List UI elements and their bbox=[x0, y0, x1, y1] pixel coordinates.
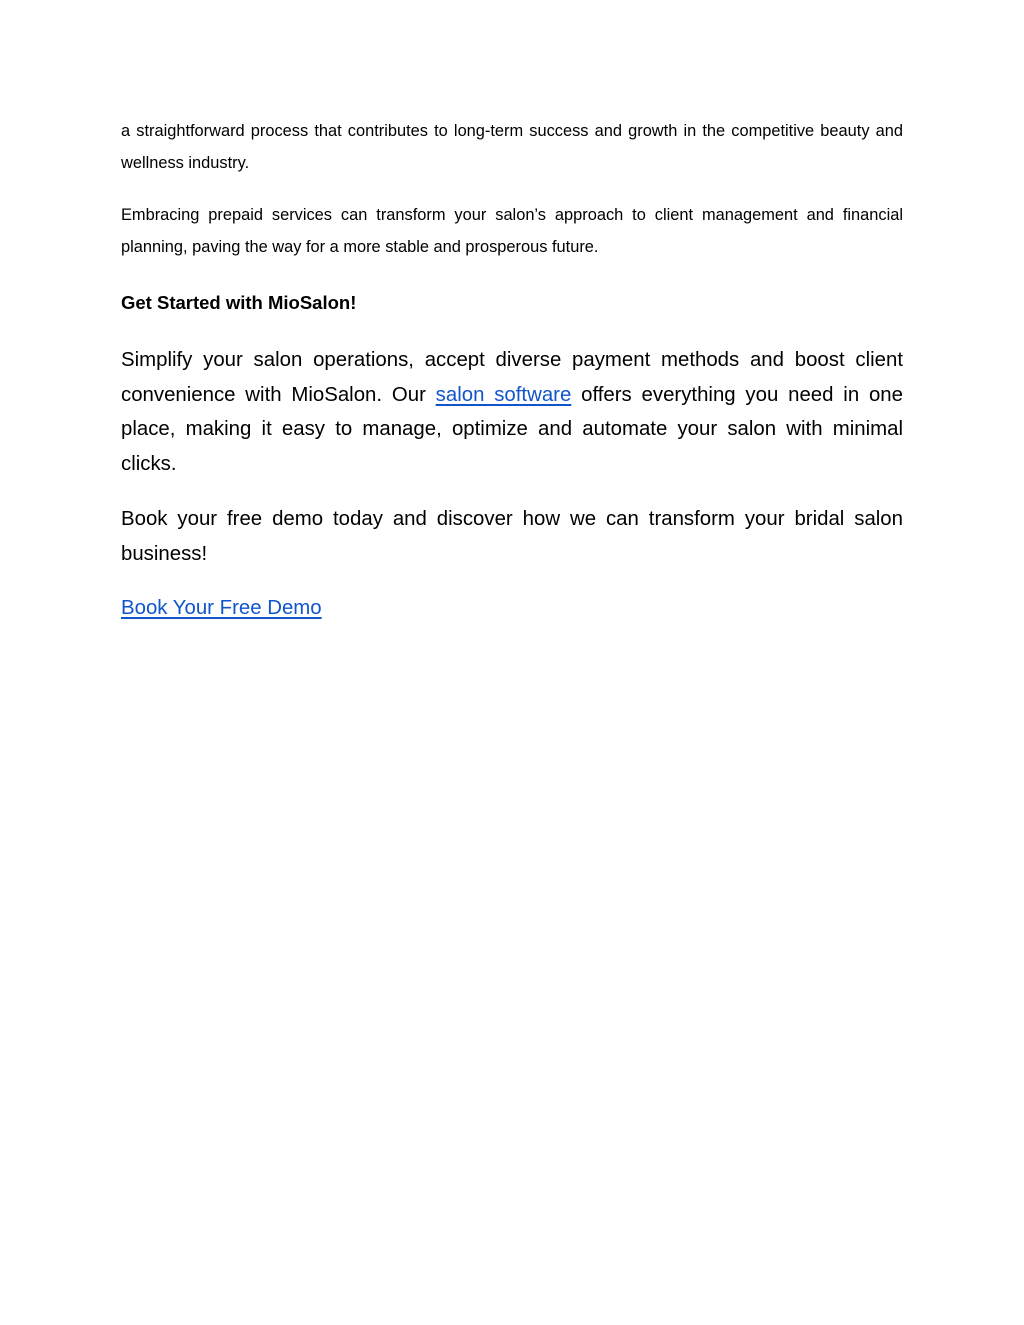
simplify-text-start: Simplify your salon operations, accept diverse payment methods and boost client convenience with MioSalon. Our bbox=[121, 349, 903, 406]
section-heading: Get Started with MioSalon! bbox=[121, 292, 357, 313]
document-page bbox=[121, 116, 903, 626]
book-free-demo-link[interactable]: Book Your Free Demo bbox=[121, 597, 322, 620]
prepaid-services-paragraph: Embracing prepaid services can transform your salon’s approach to client management and financial planning, paving the way for a more stable and prosperous future. bbox=[121, 206, 903, 256]
cta-paragraph bbox=[121, 591, 903, 626]
simplify-text-end: offers everything you need in one place, making it easy to manage, optimize and automate your salon with minimal clicks. bbox=[121, 383, 903, 476]
simplify-paragraph bbox=[121, 343, 903, 482]
intro-paragraph-continued: a straightforward process that contributes to long-term success and growth in the competitive beauty and wellness industry. bbox=[121, 122, 903, 172]
book-demo-paragraph: Book your free demo today and discover how we can transform your bridal salon business! bbox=[121, 507, 903, 565]
salon-software-link[interactable]: salon software bbox=[435, 383, 572, 406]
